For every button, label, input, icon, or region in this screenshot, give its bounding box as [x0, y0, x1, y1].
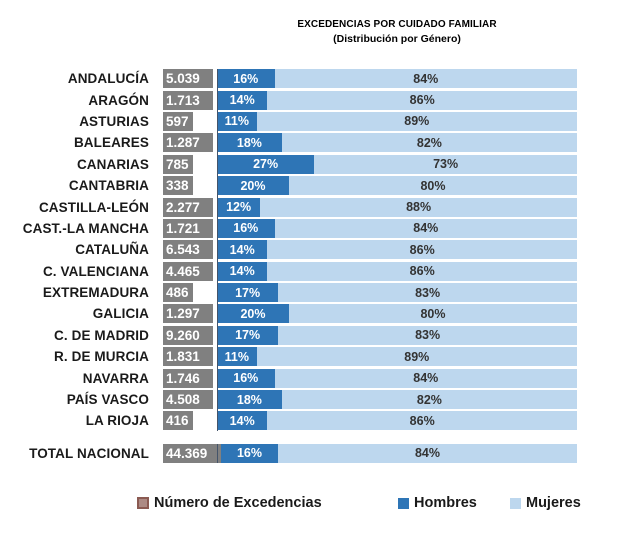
hombres-percent-label: 20% [240, 306, 266, 321]
number-value: 4.508 [163, 390, 213, 409]
mujeres-bar-segment [267, 240, 577, 259]
region-label: R. DE MURCIA [54, 349, 149, 365]
hombres-swatch-icon [398, 498, 409, 509]
hombres-percent-label: 16% [233, 371, 259, 386]
region-label: C. DE MADRID [54, 327, 149, 343]
bar-area [217, 112, 577, 131]
number-cell [163, 240, 217, 259]
number-value: 1.297 [163, 304, 213, 323]
number-cell [163, 390, 217, 409]
mujeres-bar-segment [275, 369, 577, 388]
hombres-bar-segment [217, 91, 267, 110]
bar-area [221, 444, 577, 463]
mujeres-bar-segment [282, 133, 577, 152]
mujeres-bar-segment [257, 112, 577, 131]
region-label: CANTABRIA [68, 178, 149, 194]
hombres-bar-segment [217, 369, 275, 388]
hombres-bar-segment [217, 133, 282, 152]
number-value: 44.369 [163, 444, 221, 463]
hombres-percent-label: 18% [236, 135, 262, 150]
mujeres-percent-label: 82% [416, 392, 442, 407]
hombres-bar-segment [217, 304, 289, 323]
mujeres-percent-label: 86% [409, 264, 435, 279]
number-cell [163, 69, 217, 88]
chart-subtitle: (Distribución por Género) [333, 33, 461, 45]
chart-title: EXCEDENCIAS POR CUIDADO FAMILIAR [297, 19, 497, 30]
chart-row [0, 282, 577, 303]
legend-label-hombres: Hombres [414, 495, 477, 512]
number-cell [163, 198, 217, 217]
number-cell [163, 411, 217, 430]
chart-row [0, 303, 577, 324]
mujeres-percent-label: 86% [409, 93, 435, 108]
region-label: PAÍS VASCO [66, 392, 149, 408]
mujeres-bar-segment [260, 198, 577, 217]
mujeres-bar-segment [267, 411, 577, 430]
bar-area [217, 198, 577, 217]
chart-row [0, 68, 577, 89]
number-value: 1.831 [163, 347, 213, 366]
number-cell [163, 176, 217, 195]
bar-area [217, 369, 577, 388]
mujeres-bar-segment [278, 283, 577, 302]
hombres-percent-label: 11% [224, 349, 249, 364]
hombres-percent-label: 12% [226, 200, 252, 215]
region-label: ASTURIAS [79, 113, 149, 129]
chart-row [0, 196, 577, 217]
mujeres-percent-label: 82% [416, 135, 442, 150]
hombres-percent-label: 11% [224, 114, 249, 129]
number-cell [163, 112, 217, 131]
number-value: 416 [163, 411, 193, 430]
mujeres-percent-label: 80% [420, 306, 446, 321]
mujeres-percent-label: 83% [415, 328, 441, 343]
region-label: BALEARES [73, 135, 149, 151]
number-value: 1.746 [163, 369, 213, 388]
region-label: EXTREMADURA [42, 285, 149, 301]
chart-row [0, 89, 577, 110]
bar-area [217, 326, 577, 345]
number-value: 338 [163, 176, 193, 195]
hombres-percent-label: 16% [233, 221, 259, 236]
legend-label-numero: Número de Excedencias [154, 495, 322, 512]
axis-line [217, 69, 218, 431]
number-cell [163, 155, 217, 174]
mujeres-bar-segment [257, 347, 577, 366]
mujeres-percent-label: 84% [413, 371, 439, 386]
bar-area [217, 240, 577, 259]
mujeres-percent-label: 84% [413, 221, 439, 236]
number-value: 1.287 [163, 133, 213, 152]
region-label: NAVARRA [82, 370, 149, 386]
chart-row [0, 175, 577, 196]
legend-label-mujeres: Mujeres [526, 495, 581, 512]
number-cell [163, 304, 217, 323]
hombres-percent-label: 20% [240, 178, 266, 193]
number-value: 4.465 [163, 262, 213, 281]
chart-row [0, 410, 577, 431]
hombres-bar-segment [217, 390, 282, 409]
hombres-percent-label: 16% [233, 71, 259, 86]
region-label: LA RIOJA [85, 413, 149, 429]
mujeres-bar-segment [275, 219, 577, 238]
chart-row [0, 443, 577, 465]
chart-row [0, 389, 577, 410]
bar-area [217, 347, 577, 366]
bar-area [217, 133, 577, 152]
number-value: 785 [163, 155, 193, 174]
number-value: 2.277 [163, 198, 213, 217]
hombres-bar-segment [217, 69, 275, 88]
region-label: GALICIA [92, 306, 149, 322]
number-value: 6.543 [163, 240, 213, 259]
number-value: 597 [163, 112, 193, 131]
hombres-bar-segment [217, 219, 275, 238]
hombres-percent-label: 14% [229, 242, 255, 257]
chart-row [0, 367, 577, 388]
region-label: C. VALENCIANA [42, 263, 149, 279]
chart-row [0, 111, 577, 132]
legend-item-mujeres [510, 495, 581, 511]
mujeres-swatch-icon [510, 498, 521, 509]
bar-area [217, 390, 577, 409]
region-label: CAST.-LA MANCHA [22, 220, 149, 236]
chart-legend [0, 495, 618, 513]
number-cell [163, 326, 217, 345]
number-series-swatch-icon [137, 497, 149, 509]
total-row-area [0, 443, 618, 465]
chart-row [0, 218, 577, 239]
hombres-bar-segment [217, 176, 289, 195]
bar-area [217, 283, 577, 302]
region-label: ARAGÓN [88, 92, 149, 108]
hombres-percent-label: 18% [236, 392, 262, 407]
chart-row [0, 154, 577, 175]
bar-area [217, 155, 577, 174]
mujeres-bar-segment [289, 304, 577, 323]
mujeres-percent-label: 73% [433, 157, 459, 172]
hombres-bar-segment [217, 112, 257, 131]
mujeres-percent-label: 89% [404, 114, 430, 129]
number-cell [163, 444, 221, 463]
mujeres-percent-label: 86% [409, 413, 435, 428]
mujeres-bar-segment [278, 326, 577, 345]
bar-area [217, 411, 577, 430]
hombres-bar-segment [217, 262, 267, 281]
mujeres-percent-label: 86% [409, 242, 435, 257]
number-cell [163, 262, 217, 281]
number-value: 5.039 [163, 69, 213, 88]
number-value: 1.713 [163, 91, 213, 110]
bar-area [217, 91, 577, 110]
hombres-bar-segment [217, 198, 260, 217]
hombres-bar-segment [217, 155, 314, 174]
number-cell [163, 347, 217, 366]
hombres-percent-label: 14% [229, 264, 255, 279]
hombres-percent-label: 27% [253, 157, 279, 172]
number-value: 1.721 [163, 219, 213, 238]
chart-row [0, 132, 577, 153]
hombres-percent-label: 17% [235, 328, 261, 343]
hombres-percent-label: 14% [229, 413, 255, 428]
hombres-percent-label: 16% [236, 446, 262, 461]
mujeres-bar-segment [267, 262, 577, 281]
number-cell [163, 369, 217, 388]
hombres-bar-segment [221, 444, 278, 463]
chart-row [0, 261, 577, 282]
legend-item-numero [137, 495, 322, 511]
region-label: CANARIAS [76, 156, 149, 172]
mujeres-percent-label: 89% [404, 349, 430, 364]
mujeres-percent-label: 88% [406, 200, 432, 215]
number-cell [163, 91, 217, 110]
bar-area [217, 304, 577, 323]
bar-area [217, 69, 577, 88]
region-label: CATALUÑA [75, 242, 149, 258]
bar-area [217, 219, 577, 238]
mujeres-bar-segment [278, 444, 577, 463]
number-value: 486 [163, 283, 193, 302]
bar-area [217, 262, 577, 281]
hombres-bar-segment [217, 347, 257, 366]
hombres-percent-label: 14% [229, 93, 255, 108]
number-cell [163, 133, 217, 152]
number-cell [163, 283, 217, 302]
chart-plot-area [0, 68, 618, 432]
mujeres-bar-segment [267, 91, 577, 110]
hombres-bar-segment [217, 240, 267, 259]
mujeres-bar-segment [275, 69, 577, 88]
region-label: TOTAL NACIONAL [29, 445, 149, 461]
mujeres-bar-segment [289, 176, 577, 195]
number-cell [163, 219, 217, 238]
mujeres-bar-segment [282, 390, 577, 409]
hombres-percent-label: 17% [235, 285, 261, 300]
chart-row [0, 325, 577, 346]
mujeres-percent-label: 83% [415, 285, 441, 300]
hombres-bar-segment [217, 326, 278, 345]
number-value: 9.260 [163, 326, 213, 345]
chart-row [0, 239, 577, 260]
chart-row [0, 346, 577, 367]
mujeres-percent-label: 84% [413, 71, 439, 86]
region-label: CASTILLA-LEÓN [38, 199, 149, 215]
region-label: ANDALUCÍA [67, 71, 149, 87]
chart-title-block [217, 19, 577, 45]
hombres-bar-segment [217, 411, 267, 430]
mujeres-percent-label: 84% [414, 446, 440, 461]
legend-item-hombres [398, 495, 477, 511]
bar-area [217, 176, 577, 195]
mujeres-bar-segment [314, 155, 577, 174]
hombres-bar-segment [217, 283, 278, 302]
mujeres-percent-label: 80% [420, 178, 446, 193]
axis-line [217, 444, 218, 464]
